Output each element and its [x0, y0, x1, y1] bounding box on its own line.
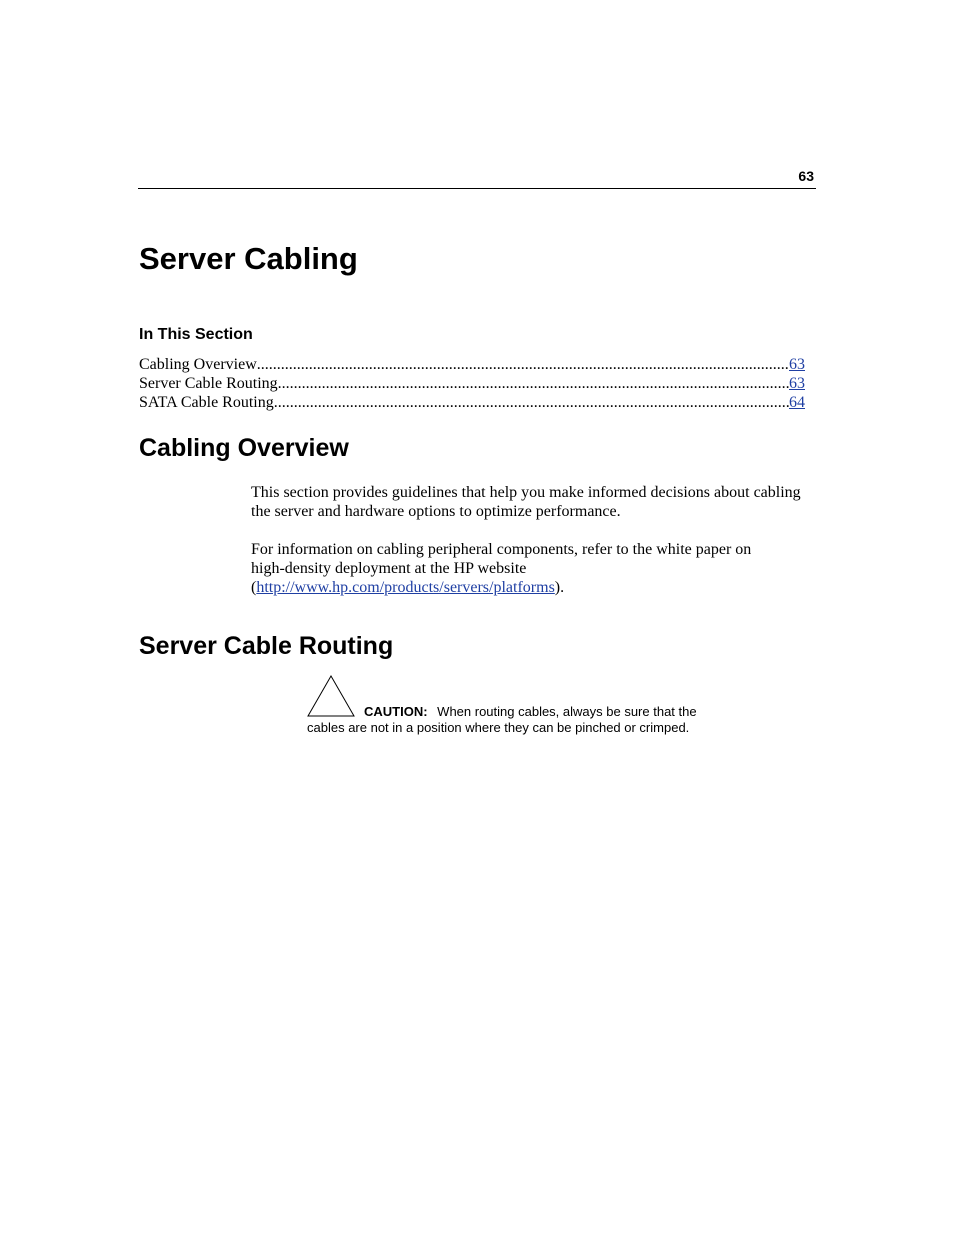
hp-website-link[interactable]: http://www.hp.com/products/servers/platforms [256, 579, 555, 596]
toc-dot-leader [257, 355, 789, 374]
caution-label: CAUTION: [364, 704, 428, 719]
warning-triangle-icon [307, 675, 355, 717]
toc-list [139, 355, 805, 412]
toc-dot-leader [274, 393, 789, 412]
page-number: 63 [798, 168, 814, 184]
cabling-reference-paragraph [251, 540, 811, 597]
chapter-title: Server Cabling [139, 241, 358, 276]
toc-entry-sata-cable-routing[interactable] [139, 393, 805, 412]
section-heading-cabling-overview: Cabling Overview [139, 434, 349, 462]
toc-entry-cabling-overview[interactable] [139, 355, 805, 374]
caution-text: When routing cables, always be sure that the [437, 704, 697, 719]
toc-entry-title: Cabling Overview [139, 356, 257, 373]
paragraph-text: ( [251, 579, 257, 596]
section-heading-server-cable-routing: Server Cable Routing [139, 632, 394, 660]
paragraph-line: For information on cabling peripheral components, refer to the white paper on [251, 541, 752, 558]
toc-entry-server-cable-routing[interactable] [139, 374, 805, 393]
toc-page-link[interactable]: 64 [789, 394, 805, 411]
header-rule [138, 188, 816, 189]
toc-page-link[interactable]: 63 [789, 356, 805, 373]
toc-heading: In This Section [139, 326, 253, 343]
paragraph-text: ). [554, 579, 565, 596]
caution-line [364, 704, 697, 720]
toc-page-link[interactable]: 63 [789, 375, 805, 392]
caution-text: cables are not in a position where they can be pinched or crimped. [307, 720, 690, 735]
cabling-overview-paragraph: This section provides guidelines that help you make informed decisions about cabling the server and hardware options to optimize performance. [251, 484, 801, 520]
paragraph-line: high-density deployment at the HP website [251, 560, 527, 577]
toc-dot-leader [278, 374, 789, 393]
toc-entry-title: Server Cable Routing [139, 375, 278, 392]
toc-entry-title: SATA Cable Routing [139, 394, 274, 411]
